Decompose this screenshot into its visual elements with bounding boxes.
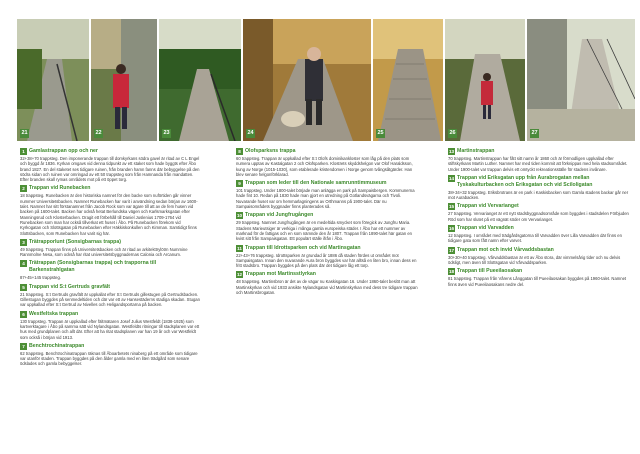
text-columns — [20, 148, 632, 448]
stair-entry — [236, 271, 418, 295]
photo-24 — [243, 19, 371, 141]
entry-title: Trappan till Idrottsparken och vid Martinsgatan — [245, 244, 361, 251]
photo-22 — [91, 19, 157, 141]
stair-entry — [236, 148, 418, 177]
entry-title: Benchtrochinatrappan — [29, 342, 85, 349]
entry-title: Trappan vid Varvadden — [457, 225, 514, 232]
photo-number: 26 — [449, 130, 456, 136]
entry-header — [236, 148, 418, 155]
entry-title: Trätrapporlunt (Sonsigbarnas trappa) — [29, 238, 121, 245]
stair-entry — [20, 284, 202, 308]
entry-header — [20, 185, 202, 192]
entry-body: 29 trappsteg. Namnet Jungfrugången är en medeltida smycket som föregick av Jungfru Maria. Stadens Marieutsiger är verkiga i många gamla europeiska städer. I Åbo har ett nummer av marknad för de fattigas och en som nämnde den år 1807. Trappan från 1890-talet här gatan en kvist sitt från Sampaisgatan. Ett populärt ställe ifrån i Åbo. — [236, 220, 412, 242]
entry-number-badge: 9 — [236, 180, 243, 187]
entry-number-badge: 14 — [448, 175, 455, 181]
stair-entry — [236, 180, 418, 209]
entry-number-badge: 4 — [20, 260, 27, 267]
entry-number-badge: 18 — [448, 269, 455, 275]
stair-entry — [20, 343, 202, 367]
entry-body: 130 trappsteg. Trappan är uppkallad efter fältmätaren Josef Julius Westfeldt (1838-1925) som kartverktagare i Åbo på samma sätt vid Nylandsgatan. Westfeldts ritningar till stadsplanen var ett hus med grundplanen och allt där. Efter att ha ritat stadsplanen var han 19 år och var Westfeldt som också i början vid 1913. — [20, 318, 200, 340]
entry-header — [236, 245, 418, 252]
photo-number: 25 — [377, 130, 384, 136]
entry-title: Trappan mot Martinsstlyrkan — [245, 271, 316, 278]
entry-number-badge: 2 — [20, 185, 27, 192]
entry-body: 38+34+32 trappsteg. Eriksbrotrans är en park i Kaskisbacken som Gamla stadens backar går ner mot Aurabacken. — [448, 189, 629, 201]
entry-title: Trappan vid Jungfrugången — [245, 212, 314, 219]
entry-body: 62 trappsteg. Benchtrochinatrappan räknas till Åboarbetets ninaberg på ett område som tidigare var utanför staden. Trappan byggdes på den ålder gamla med en liten trädgård som senare ödslades och gamla bebyggelser. — [20, 350, 198, 367]
entry-header — [20, 148, 202, 155]
photo-number: 23 — [163, 130, 170, 136]
entry-body: 87+45+145 trappsteg. — [20, 275, 61, 281]
entry-number-badge: 7 — [20, 343, 27, 350]
entry-header — [448, 247, 630, 254]
entry-body: 18 trappsteg. Runebacken är den historiska namnet för den backe som nuförtiden går vinner nummer Universitetsbacken. Namnet Runebacken har varit i användning sedan början av 1600-talet. Namnet har sitt förstanamnet från Jacob Rock som var ägare till att av de fem husen vid backen på 1600-talet. Backen har också hetat Berlundska vägen och Karlsmarksgatan efter Manningsrud och Klosterbacken. Dragit ett förbehåll till Daniel Juslenius 1709-1764 vid Runebacken som man har också tillverkat ett huset i Åbo. På Runebacken förekom vid Kyrkogatan och Slottsgatan på Runebacken efter Häkkiskonkullen och Kimman. Samtidigt finns Slottsbacken, som Runebacken har varit sig här. — [20, 193, 198, 236]
entry-body: 101 trappsteg. Under 1800-talet började man anlägga en park på Sampaisbergen. Kommunerna hade fint 10. Redan på 1830 hade man gjort en utredning på Gotlandsvägarna och Tivoli. Nuvarande huset var om hemmarlagningens av Orthmanns på 1900-talet. Där nu Sampaisområdets byggnader finns planterades så. — [236, 188, 415, 210]
stair-entry — [448, 247, 630, 266]
entry-number-badge: 15 — [448, 204, 455, 210]
entry-title: Martinstrappan — [457, 148, 495, 154]
entry-title: Trappan till Pueeilaosakan — [457, 268, 523, 275]
entry-header — [236, 271, 418, 278]
stair-entry — [448, 148, 630, 172]
entry-header — [20, 239, 202, 246]
photo-number: 24 — [247, 130, 254, 136]
photo-23 — [159, 19, 241, 141]
entry-title: Trappan vid Eriksgatan upp från Aurabrogatan mellan Tyskakulturbacken och Eriksgatan och vid Sciloligatan — [457, 174, 593, 188]
photo-27 — [527, 19, 635, 141]
entry-title: Gamlastrappan opp och ner — [29, 148, 98, 154]
entry-number-badge: 5 — [20, 284, 27, 291]
entry-header — [20, 311, 202, 318]
entry-header — [448, 175, 630, 189]
stair-entry — [20, 311, 202, 340]
entry-header — [20, 284, 202, 291]
entry-title: Trappan vid Runebacken — [29, 185, 91, 192]
entry-header — [236, 212, 418, 219]
entry-number-badge: 6 — [20, 311, 27, 318]
entry-number-badge: 17 — [448, 247, 455, 253]
entry-number-badge: 13 — [448, 149, 455, 154]
photo-strip — [17, 19, 635, 141]
entry-number-badge: 8 — [236, 148, 243, 155]
entry-number-badge: 3 — [20, 239, 27, 246]
entry-header — [448, 225, 630, 232]
stair-entry — [448, 225, 630, 244]
entry-title: Trappan som leder till den Nationale samrunntimmuseum — [245, 180, 387, 187]
entry-header — [448, 148, 630, 155]
entry-body: 49 trappsteg. Trappan finns på Universitetsbacken och är ritad av arkitekttrylötrn Nummine Rannmolne Nesa, som också har ritat universitetsbyggnadernas Calonia och Arcanum. — [20, 246, 188, 258]
entry-body: 27 trappsteg. Vervarianget är ett nytt stadsbyggnadsområde som byggdes i stadsdelen Förbjuden Röd som har slutet på ett vägnät söder om Vervarianget. — [448, 211, 629, 222]
entry-title: Olofsparksns trappa — [245, 148, 296, 154]
entry-body: 12 trappsteg. I området med trädgårdsgatorna till Varvadden över Lilla Varvadden där finns en tidigare gata som fått namn efter varvet. — [448, 233, 622, 244]
entry-body: 48 trappsteg. Martinsbron är det av de vägar nu Kaskisgatan 16. Under 1860-talet beslöt man att Martinskyrkan och vid 1933 ansikte Nylandsgatan vid Martinskyrkan med dess tre tidigare trappan och Martinsbrogatan. — [236, 279, 418, 296]
stair-entry — [448, 203, 630, 222]
stair-entry — [236, 212, 418, 241]
entry-body: 30+30+40 trappsteg. Vårvaddsbastan är ett av Åbo stora, där vimmelsårig tider och nu delvis ödsligt, men även till Slottsgatan vid Vårvaddsparken. — [448, 254, 621, 265]
photo-number: 22 — [95, 130, 102, 136]
photo-26 — [445, 19, 525, 141]
entry-title: Trätrappan (Sonsigbarnas trappa) och trapporna till Barkenstrahlgatan — [29, 260, 157, 274]
entry-body: 70 trappsteg. Martinstrappan har fått sitt namn år 1860 och är förmodligen uppkallad efter stiftskyrkans Martin Luther. Namnet har med tiden kommit att förknippas med hela stadsområdet. Under 1900-talet var trappan delvis ett omtyckt rekreationsställe för stadens invånare. — [448, 156, 628, 172]
entry-title: Trappan vid Vervarianget — [457, 203, 519, 210]
entry-body: 22+43+76 trappsteg. Idrottsparken är grundad år 1886 då staden fördes ut området mot Sampaisgatan. Innan den nuvarande Aura bron byggdes var här alltså en liten bro, innan dess en fritt stadsbro. Trappan byggdes på den plats där det tidigare låg ett torp. — [236, 252, 417, 269]
entry-number-badge: 16 — [448, 226, 455, 232]
entry-title: Trappan mot och invid Vårvaddsbastan — [457, 246, 554, 253]
stair-entry — [20, 260, 202, 280]
photo-number: 27 — [531, 130, 538, 136]
entry-title: Trappan vid S:t Gertruds gravfält — [29, 283, 110, 290]
column-1 — [20, 148, 202, 448]
entry-number-badge: 1 — [20, 148, 27, 155]
column-3 — [448, 148, 630, 448]
entry-number-badge: 10 — [236, 213, 243, 219]
entry-header — [20, 260, 202, 274]
entry-title: Westfeltska trappan — [29, 310, 79, 317]
column-2 — [236, 148, 418, 448]
entry-body: 32+38+70 trappsteg. Den imponerande trappan till domkyrkans södra gavel är ritad av C L Engel och byggd år 1836. Kyrkan omgavs vid denna tidpunkt av ett staket som hade byggts efter Åbo brand 1827. En del staketet ses tidigare ruinen, från branden hamn fanns där bebyggelse på den södra sidan och ruinen var omringad av ett 50 trappsteg som från Hamnanda från mandatten. Efter branden skall rymas områdets mot på ett öppet torg. — [20, 156, 200, 183]
entry-body: 60 trappsteg. Trappan är uppkallad efter S:t Olofs dominikankloster som låg på den plats som numera upptas av Kastalgatan 2 och Olofsparken. Klostrets skyddshelgon var Olof Haraldsson, kung av Norge (1015-1030), som etablerade kristendomen i Norge genom tvångsåtgärder. Han blev senare helgonförklarad. — [236, 156, 413, 177]
stair-entry — [448, 175, 630, 201]
stair-entry — [236, 245, 418, 269]
entry-number-badge: 11 — [237, 245, 242, 251]
entry-number-badge: 12 — [236, 272, 243, 278]
entry-body: 81 trappsteg. Trappan från Vårens Långgatan till Pueeilaosakan byggdes på 1960-talet. Namnet finns även vid Pueeilaosakans nedre del. — [448, 276, 627, 287]
entry-header — [448, 268, 630, 275]
photo-25 — [373, 19, 443, 141]
entry-header — [236, 180, 418, 187]
entry-body: 21 trappsteg. S:t Gertruds gravfält är uppkallat efter S:t Gertruds gillestugen på Gertrudsbacken. Gillestugan byggdes på senmedeltiden och där var ett av Hansestäderns stadiga skadan. Stugan var uppkallad efter S:t Gertrud av Nivelles och Heligandsportarna på backen. — [20, 291, 200, 308]
entry-header — [20, 343, 202, 350]
stair-entry — [448, 268, 630, 287]
stair-entry — [20, 239, 202, 258]
entry-header — [448, 203, 630, 210]
photo-21 — [17, 19, 89, 141]
stair-entry — [20, 185, 202, 235]
stair-entry — [20, 148, 202, 182]
photo-number: 21 — [21, 130, 28, 136]
